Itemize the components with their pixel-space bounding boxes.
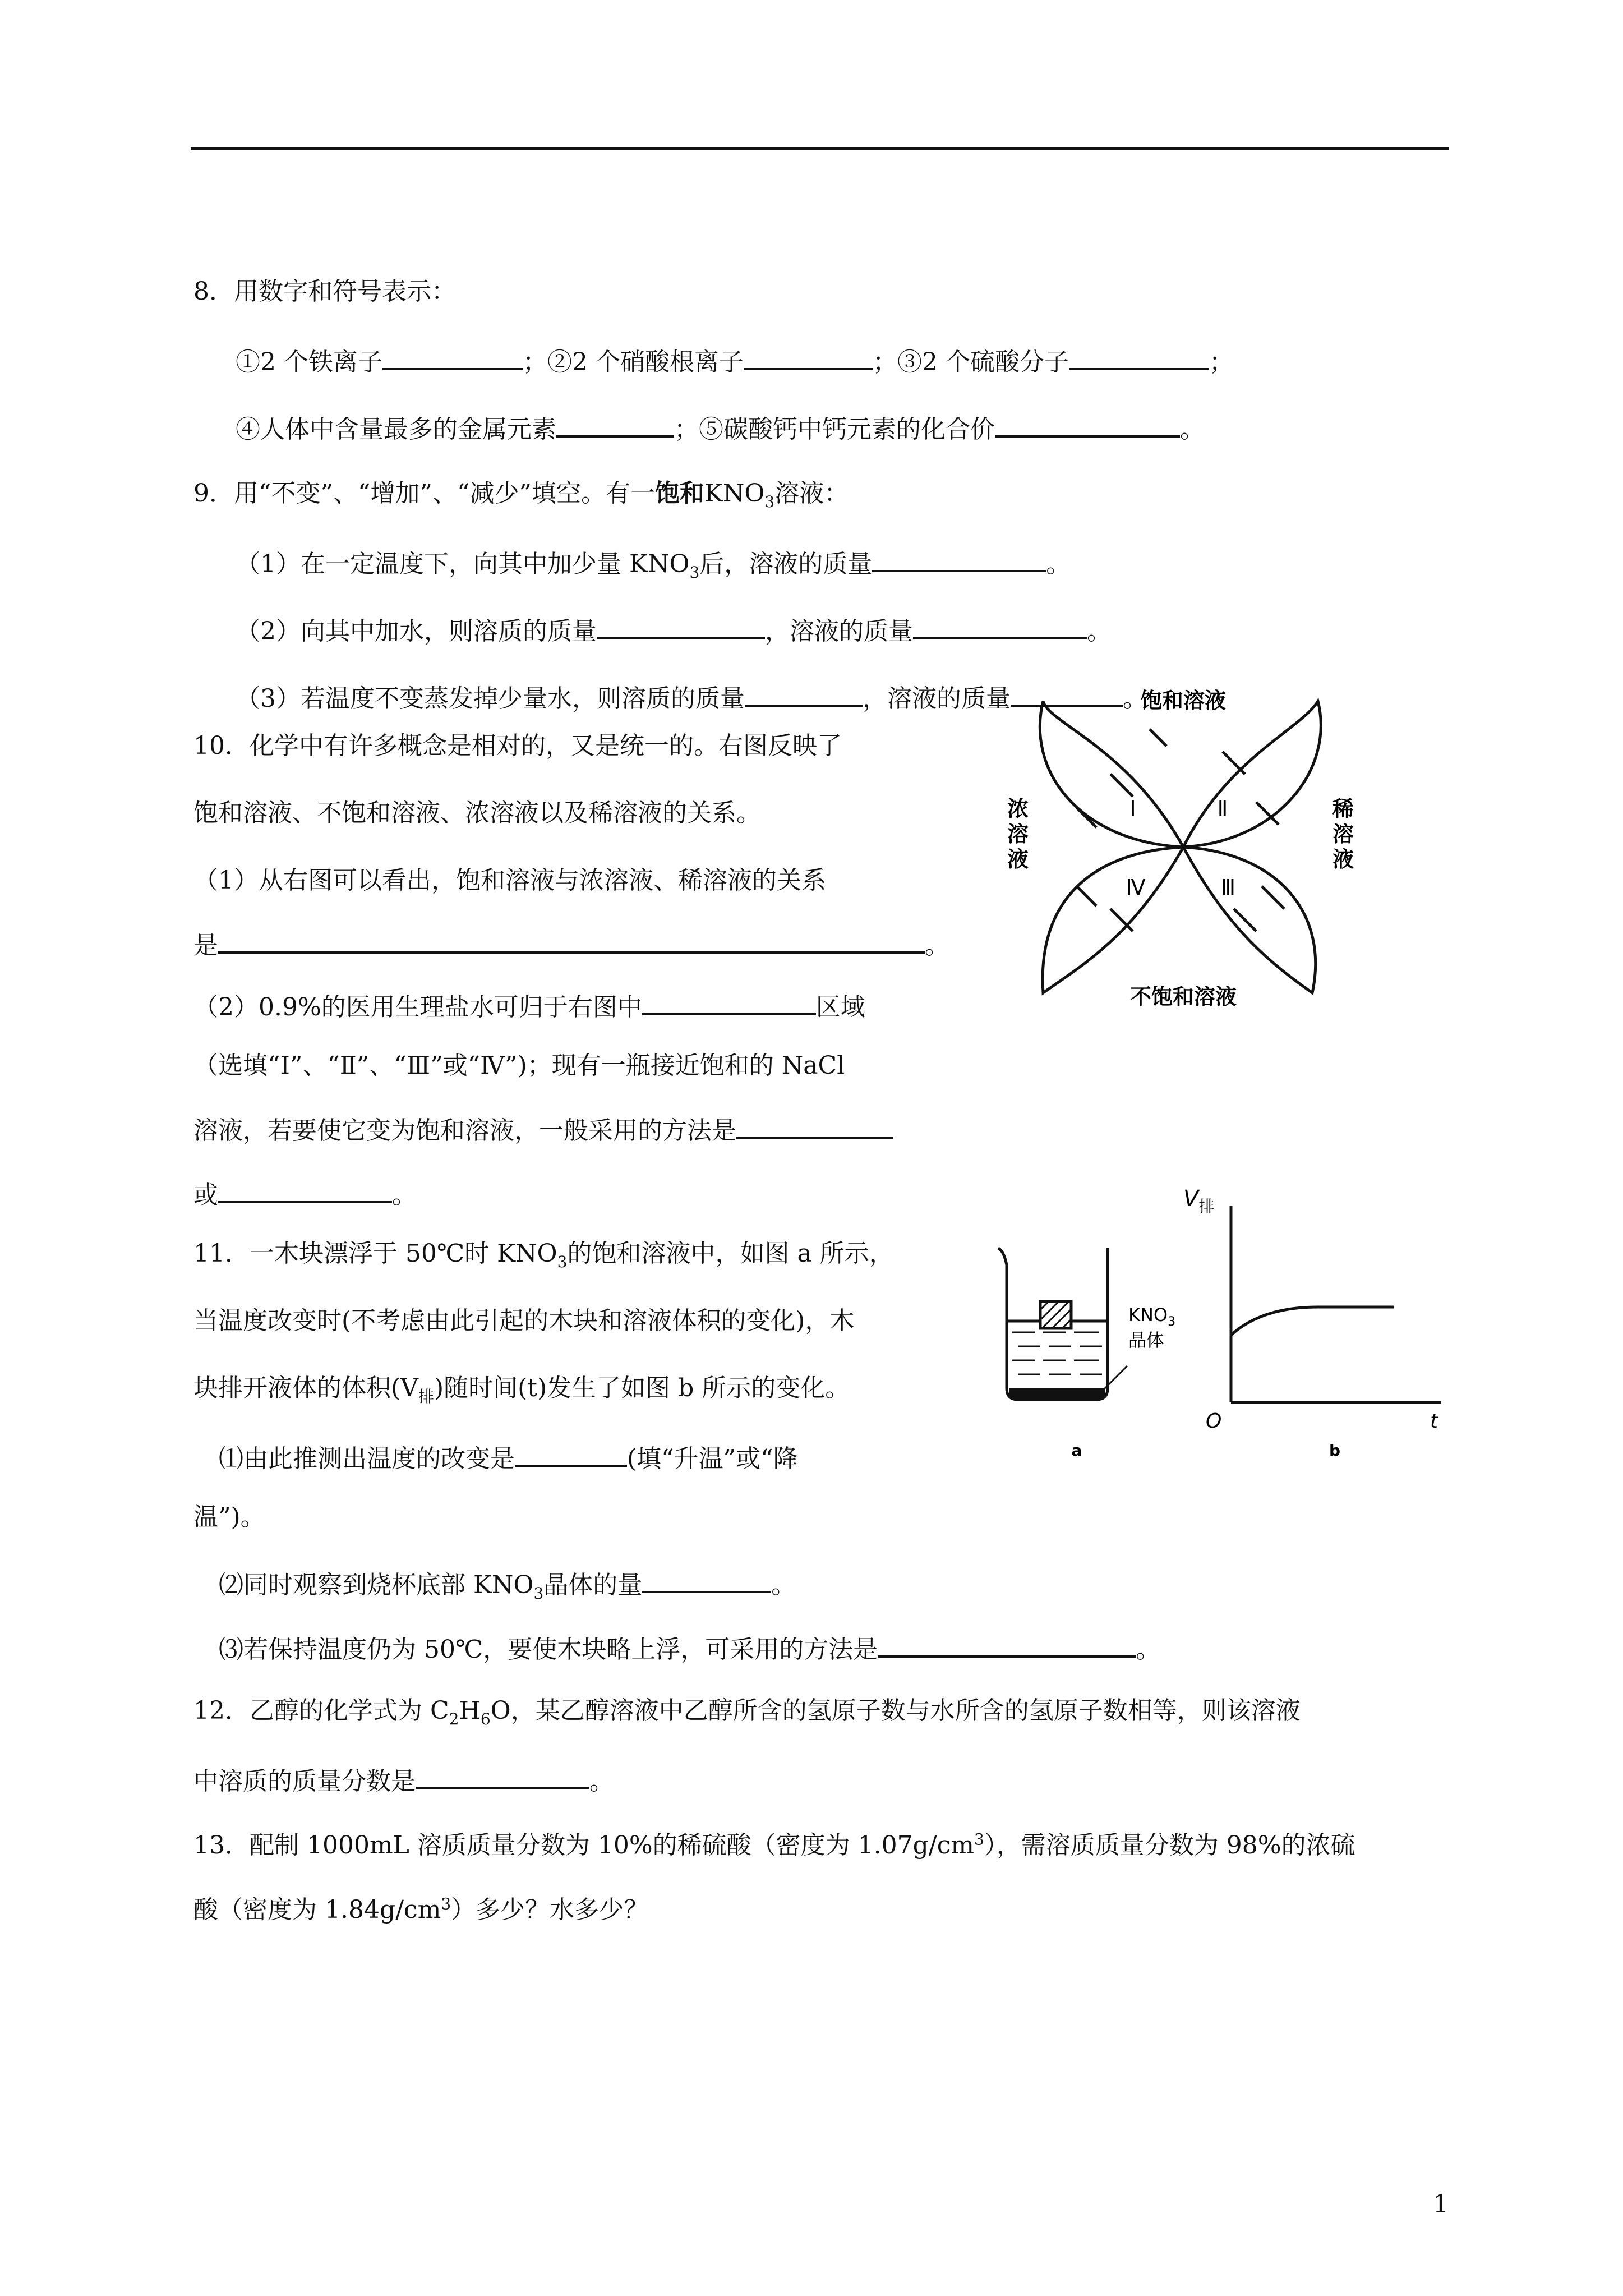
answer-blank[interactable] — [597, 611, 765, 639]
q11-part-1: ⑴由此推测出温度的改变是 (填“升温”或“降 — [219, 1439, 798, 1476]
answer-blank[interactable] — [995, 409, 1180, 438]
diagram-label-top: 饱和溶液 — [1140, 688, 1227, 713]
answer-blank[interactable] — [744, 342, 873, 370]
region-label-3: Ⅲ — [1220, 875, 1236, 900]
q11-part-2: ⑵同时观察到烧杯底部 $KNO_3$晶体的量 。 — [219, 1565, 796, 1602]
answer-blank[interactable] — [878, 1630, 1136, 1658]
q10-line-3: （1）从右图可以看出，饱和溶液与浓溶液、稀溶液的关系 — [193, 866, 826, 895]
crystal-sediment — [1009, 1388, 1105, 1398]
q10-line-7: 溶液，若要使它变为饱和溶液，一般采用的方法是 — [193, 1111, 893, 1148]
petal-bottom-left — [1043, 847, 1183, 993]
page-number: 1 — [1433, 2190, 1449, 2219]
region-label-1: Ⅰ — [1129, 797, 1136, 821]
q9-part-1: （1）在一定温度下，向其中加少量 $KNO_3$后，溶液的质量 。 — [236, 544, 1071, 581]
q9-title: 9．用“不变”、“增加”、“减少”填空。有一饱和$KNO_3$溶液： — [193, 479, 849, 511]
y-axis-label: $V_排$ — [1183, 1186, 1215, 1216]
q13-line-1: 13．配制 1000mL 溶质质量分数为 10%的稀硫酸（密度为 $1.07g/cm^3$），需溶质质量分数为 98%的浓硫 — [193, 1830, 1355, 1860]
region-label-4: Ⅳ — [1126, 875, 1146, 900]
q8-line-1: ①2 个铁离子 ；②2 个硝酸根离子 ；③2 个硫酸分子 ； — [236, 342, 1234, 379]
diagram-label-right-3: 液 — [1332, 847, 1354, 872]
q8-title: 8．用数字和符号表示： — [193, 277, 456, 306]
figure-a-caption: a — [1071, 1441, 1082, 1460]
origin-label: O — [1206, 1410, 1222, 1433]
q10-line-4: 是 。 — [193, 926, 949, 963]
q10-line-8: 或 。 — [193, 1175, 417, 1212]
answer-blank[interactable] — [416, 1761, 589, 1789]
q10-line-2: 饱和溶液、不饱和溶液、浓溶液以及稀溶液的关系。 — [193, 799, 761, 827]
crystal-label: 晶体 — [1128, 1329, 1165, 1351]
q9-part-3: （3）若温度不变蒸发掉少量水，则溶质的质量 ，溶液的质量 。 — [236, 679, 1147, 716]
answer-blank[interactable] — [642, 1565, 771, 1593]
q11-line-2: 当温度改变时(不考虑由此引起的木块和溶液体积的变化)，木 — [193, 1306, 855, 1335]
volume-time-graph-b — [1178, 1184, 1469, 1475]
petal-bottom-right — [1183, 847, 1316, 993]
figure-b-caption: b — [1329, 1441, 1341, 1460]
crystal-label-formula: $KNO_3$ — [1128, 1304, 1176, 1329]
header-rule — [191, 147, 1449, 150]
diagram-label-bottom: 不饱和溶液 — [1129, 984, 1237, 1009]
answer-blank[interactable] — [515, 1439, 627, 1467]
answer-blank[interactable] — [736, 1111, 893, 1139]
diagram-label-left-2: 溶 — [1007, 822, 1029, 846]
volume-curve — [1231, 1307, 1394, 1335]
q11-part-3: ⑶若保持温度仍为 50℃，要使木块略上浮，可采用的方法是 。 — [219, 1630, 1160, 1667]
answer-blank[interactable] — [642, 987, 816, 1015]
diagram-label-right-2: 溶 — [1332, 822, 1354, 846]
diagram-label-right-1: 稀 — [1332, 797, 1354, 821]
q8-line-2: ④人体中含量最多的金属元素 ；⑤碳酸钙中钙元素的化合价 。 — [236, 409, 1205, 447]
diagram-label-left-3: 液 — [1007, 847, 1029, 872]
petal-top-right — [1183, 701, 1321, 847]
q11-part-1-cont: 温”)。 — [193, 1503, 265, 1531]
q10-line-6: （选填“Ⅰ”、“Ⅱ”、“Ⅲ”或“Ⅳ”)；现有一瓶接近饱和的 NaCl — [193, 1051, 845, 1080]
solution-relationship-diagram — [998, 673, 1363, 1010]
x-axis-label: t — [1430, 1410, 1438, 1433]
region-label-2: Ⅱ — [1217, 797, 1228, 821]
q12-line-1: 12．乙醇的化学式为 $C_2H_6O$，某乙醇溶液中乙醇所含的氢原子数与水所含的氢原子数相等，则该溶液 — [193, 1696, 1301, 1728]
answer-blank[interactable] — [872, 544, 1046, 572]
answer-blank[interactable] — [218, 926, 925, 954]
floating-wood-block — [1040, 1301, 1071, 1328]
answer-blank[interactable] — [1069, 342, 1209, 370]
q10-line-1: 10．化学中有许多概念是相对的，又是统一的。右图反映了 — [193, 731, 842, 760]
answer-blank[interactable] — [745, 679, 863, 707]
q13-line-2: 酸（密度为 $1.84g/cm^3$）多少？水多少？ — [193, 1894, 649, 1924]
answer-blank[interactable] — [556, 409, 674, 438]
q11-line-1: 11．一木块漂浮于 50℃时 $KNO_3$的饱和溶液中，如图 a 所示， — [193, 1239, 894, 1271]
diagram-label-left-1: 浓 — [1007, 797, 1029, 821]
answer-blank[interactable] — [382, 342, 523, 370]
answer-blank[interactable] — [218, 1175, 392, 1203]
answer-blank[interactable] — [913, 611, 1087, 639]
q11-line-3: 块排开液体的体积$(V_排)$随时间(t)发生了如图 b 所示的变化。 — [193, 1374, 850, 1406]
q10-line-5: （2）0.9%的医用生理盐水可归于右图中 区域 — [193, 987, 865, 1024]
q12-line-2: 中溶质的质量分数是 。 — [193, 1761, 614, 1798]
q9-part-2: （2）向其中加水，则溶质的质量 ，溶液的质量 。 — [236, 611, 1112, 648]
